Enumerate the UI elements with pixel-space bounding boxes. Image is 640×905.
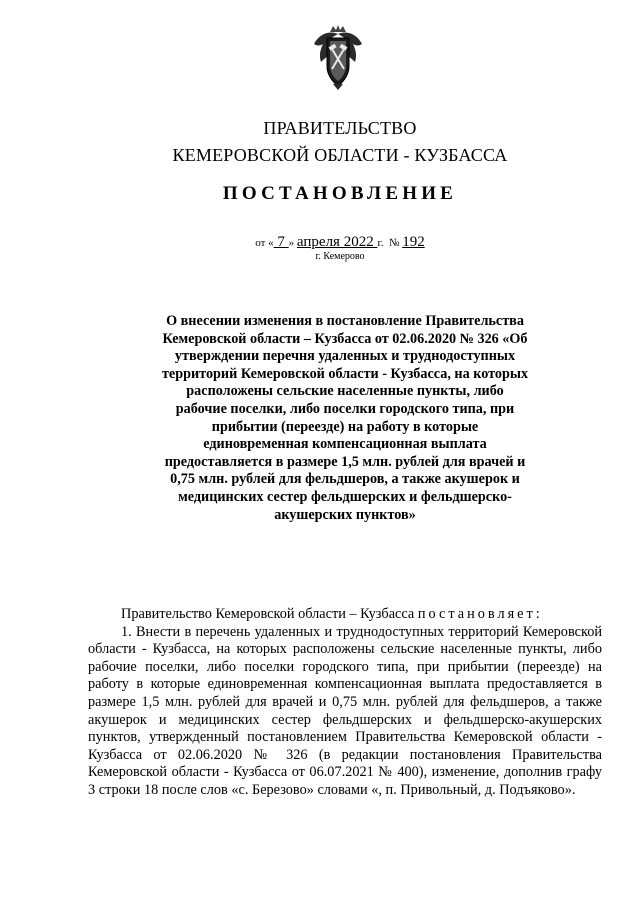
date-number-line	[0, 234, 640, 251]
date-mid: »	[288, 237, 297, 249]
coat-of-arms-emblem	[311, 24, 365, 90]
date-day: 7	[273, 234, 289, 250]
intro-text: Правительство Кемеровской области – Кузбасса	[121, 606, 418, 622]
number-prefix: №	[388, 237, 403, 249]
date-prefix: от «	[255, 237, 274, 249]
date-year-suffix: г.	[377, 237, 384, 249]
date-month-year: апреля 2022	[296, 234, 378, 250]
paragraph-1: 1. Внести в перечень удаленных и труднодоступных территорий Кемеровской области - Кузбасса, на которых расположены сельские населенные пункты, либо рабочие поселки, либо поселки городского типа, при прибытии (переезде) на работу в которые единовременная компенсационная выплата предоставляется в размере 1,5 млн. рублей для врачей и 0,75 млн. рублей для фельдшеров, а также акушерок и медицинских сестер фельдшерских и фельдшерско-акушерских пунктов, утвержденный постановлением Правительства Кемеровской области - Кузбасса от 02.06.2020 № 326 (в редакции постановления Правительства Кемеровской области - Кузбасса от 06.07.2021 № 400), изменение, дополнив графу 3 строки 18 после слов «с. Березово» словами «, п. Привольный, д. Подъяково».	[88, 623, 602, 798]
document-type-heading: ПОСТАНОВЛЕНИЕ	[222, 183, 458, 204]
document-number: 192	[402, 234, 425, 250]
intro-resolves: постановляет:	[417, 606, 543, 622]
document-body	[88, 606, 602, 800]
intro-paragraph	[88, 606, 602, 624]
document-title: О внесении изменения в постановление Правительства Кемеровской области – Кузбасса от 02.06.2020 № 326 «Об утверждении перечня удаленных и труднодоступных территорий Кемеровской области - Кузбасса, на которых расположены сельские населенные пункты, либо рабочие поселки, либо поселки городского типа, при прибытии (переезде) на работу в которые единовременная компенсационная выплата предоставляется в размере 1,5 млн. рублей для врачей и 0,75 млн. рублей для фельдшеров, а также акушерок и медицинских сестер фельдшерских и фельдшерско-акушерских пунктов»	[161, 313, 529, 523]
government-name-line1: ПРАВИТЕЛЬСТВО	[263, 118, 417, 138]
city-name: г. Кемерово	[315, 251, 365, 262]
government-name-line2: КЕМЕРОВСКОЙ ОБЛАСТИ - КУЗБАССА	[172, 145, 508, 165]
